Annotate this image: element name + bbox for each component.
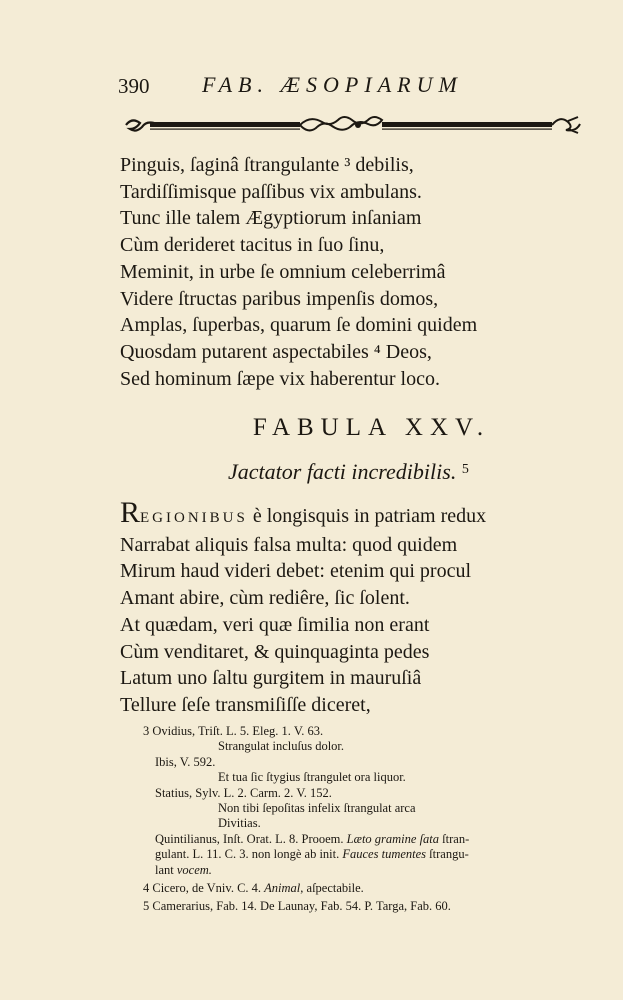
footnote-text: ſtran-	[439, 831, 470, 846]
footnote-italic: Fauces tumentes	[342, 847, 427, 862]
page-number: 390	[118, 74, 150, 98]
footnote-text: , aſpectabile.	[300, 881, 364, 896]
verse-line: Cùm derideret tacitus in ſuo ſinu,	[120, 234, 385, 257]
verse-line: Amant abire, cùm rediêre, ſic ſolent.	[120, 587, 410, 610]
first-line	[120, 496, 570, 532]
verse-line: Sed hominum ſæpe vix haberentur loco.	[120, 367, 440, 390]
footnote-italic: vocem.	[176, 862, 212, 877]
footnote-line: 5 Camerarius, Fab. 14. De Launay, Fab. 54. P. Targa, Fab. 60.	[143, 899, 451, 914]
footnote-text: 4 Cicero, de Vniv. C. 4.	[143, 881, 265, 896]
running-head: FAB. ÆSOPIARUM	[202, 72, 463, 97]
footnote-line	[143, 847, 603, 862]
footnote-quote: Strangulat incluſus dolor.	[218, 739, 345, 754]
verse-line: Pinguis, ſaginâ ſtrangulante ³ debilis,	[120, 154, 414, 176]
footnote-ref: 5	[461, 462, 469, 477]
footnote-line	[143, 881, 603, 896]
footnote-italic: Animal	[264, 881, 301, 896]
verse-line: Meminit, in urbe ſe omnium celeberrimâ	[120, 260, 446, 283]
first-line-rest: è longisquis in patriam redux	[247, 505, 487, 527]
verse-line: Tellure ſeſe transmiſiſſe diceret,	[120, 693, 371, 716]
footnote-text: lant	[155, 862, 177, 877]
footnote-text: Quintilianus, Inſt. Orat. L. 8. Prooem.	[155, 831, 347, 846]
fable-title: FABULA XXV.	[252, 414, 491, 441]
footnote-quote: Divitias.	[218, 816, 261, 831]
verse-line: Narrabat aliquis falsa multa: quod quidem	[120, 533, 458, 556]
verse-line: At quædam, veri quæ ſimilia non erant	[120, 613, 430, 636]
ornamental-rule	[120, 112, 590, 138]
footnote-text: gulant. L. 11. C. 3. non longè ab init.	[155, 847, 343, 862]
verse-line: Mirum haud videri debet: etenim qui procul	[120, 560, 472, 583]
subtitle-text: Jactator facti incredibilis.	[228, 459, 457, 484]
footnote-line	[143, 863, 603, 878]
fable-subtitle	[228, 459, 469, 485]
verse-line: Tardiſſimisque paſſibus vix ambulans.	[120, 180, 422, 203]
footnote-line	[143, 832, 603, 847]
footnote-line: 3 Ovidius, Triſt. L. 5. Eleg. 1. V. 63.	[143, 724, 324, 738]
footnote-quote: Et tua ſic ſtygius ſtrangulet ora liquor.	[218, 770, 406, 785]
page-header	[118, 72, 578, 102]
footnote-text: ſtrangu-	[426, 847, 469, 862]
footnote-quote: Non tibi ſepoſitas infelix ſtrangulat arca	[218, 801, 416, 816]
footnote-italic: Læto gramine ſata	[346, 831, 440, 846]
verse-line: Quosdam putarent aspectabiles ⁴ Deos,	[120, 340, 432, 363]
verse-line: Amplas, ſuperbas, quarum ſe domini quidem	[120, 314, 478, 337]
verse-line: Latum uno ſaltu gurgitem in mauruſiâ	[120, 667, 422, 690]
verse-line: Tunc ille talem Ægyptiorum inſaniam	[120, 207, 422, 230]
verse-block	[120, 152, 560, 392]
small-caps-word: EGIONIBUS	[140, 510, 248, 526]
verse-line: Videre ſtructas paribus impenſis domos,	[120, 287, 439, 310]
footnotes	[143, 724, 603, 915]
footnote-line: Ibis, V. 592.	[155, 754, 216, 769]
fable-text	[120, 496, 570, 719]
drop-cap: R	[120, 496, 141, 529]
footnote-line: Statius, Sylv. L. 2. Carm. 2. V. 152.	[155, 785, 332, 800]
verse-line: Cùm venditaret, & quinquaginta pedes	[120, 640, 430, 663]
